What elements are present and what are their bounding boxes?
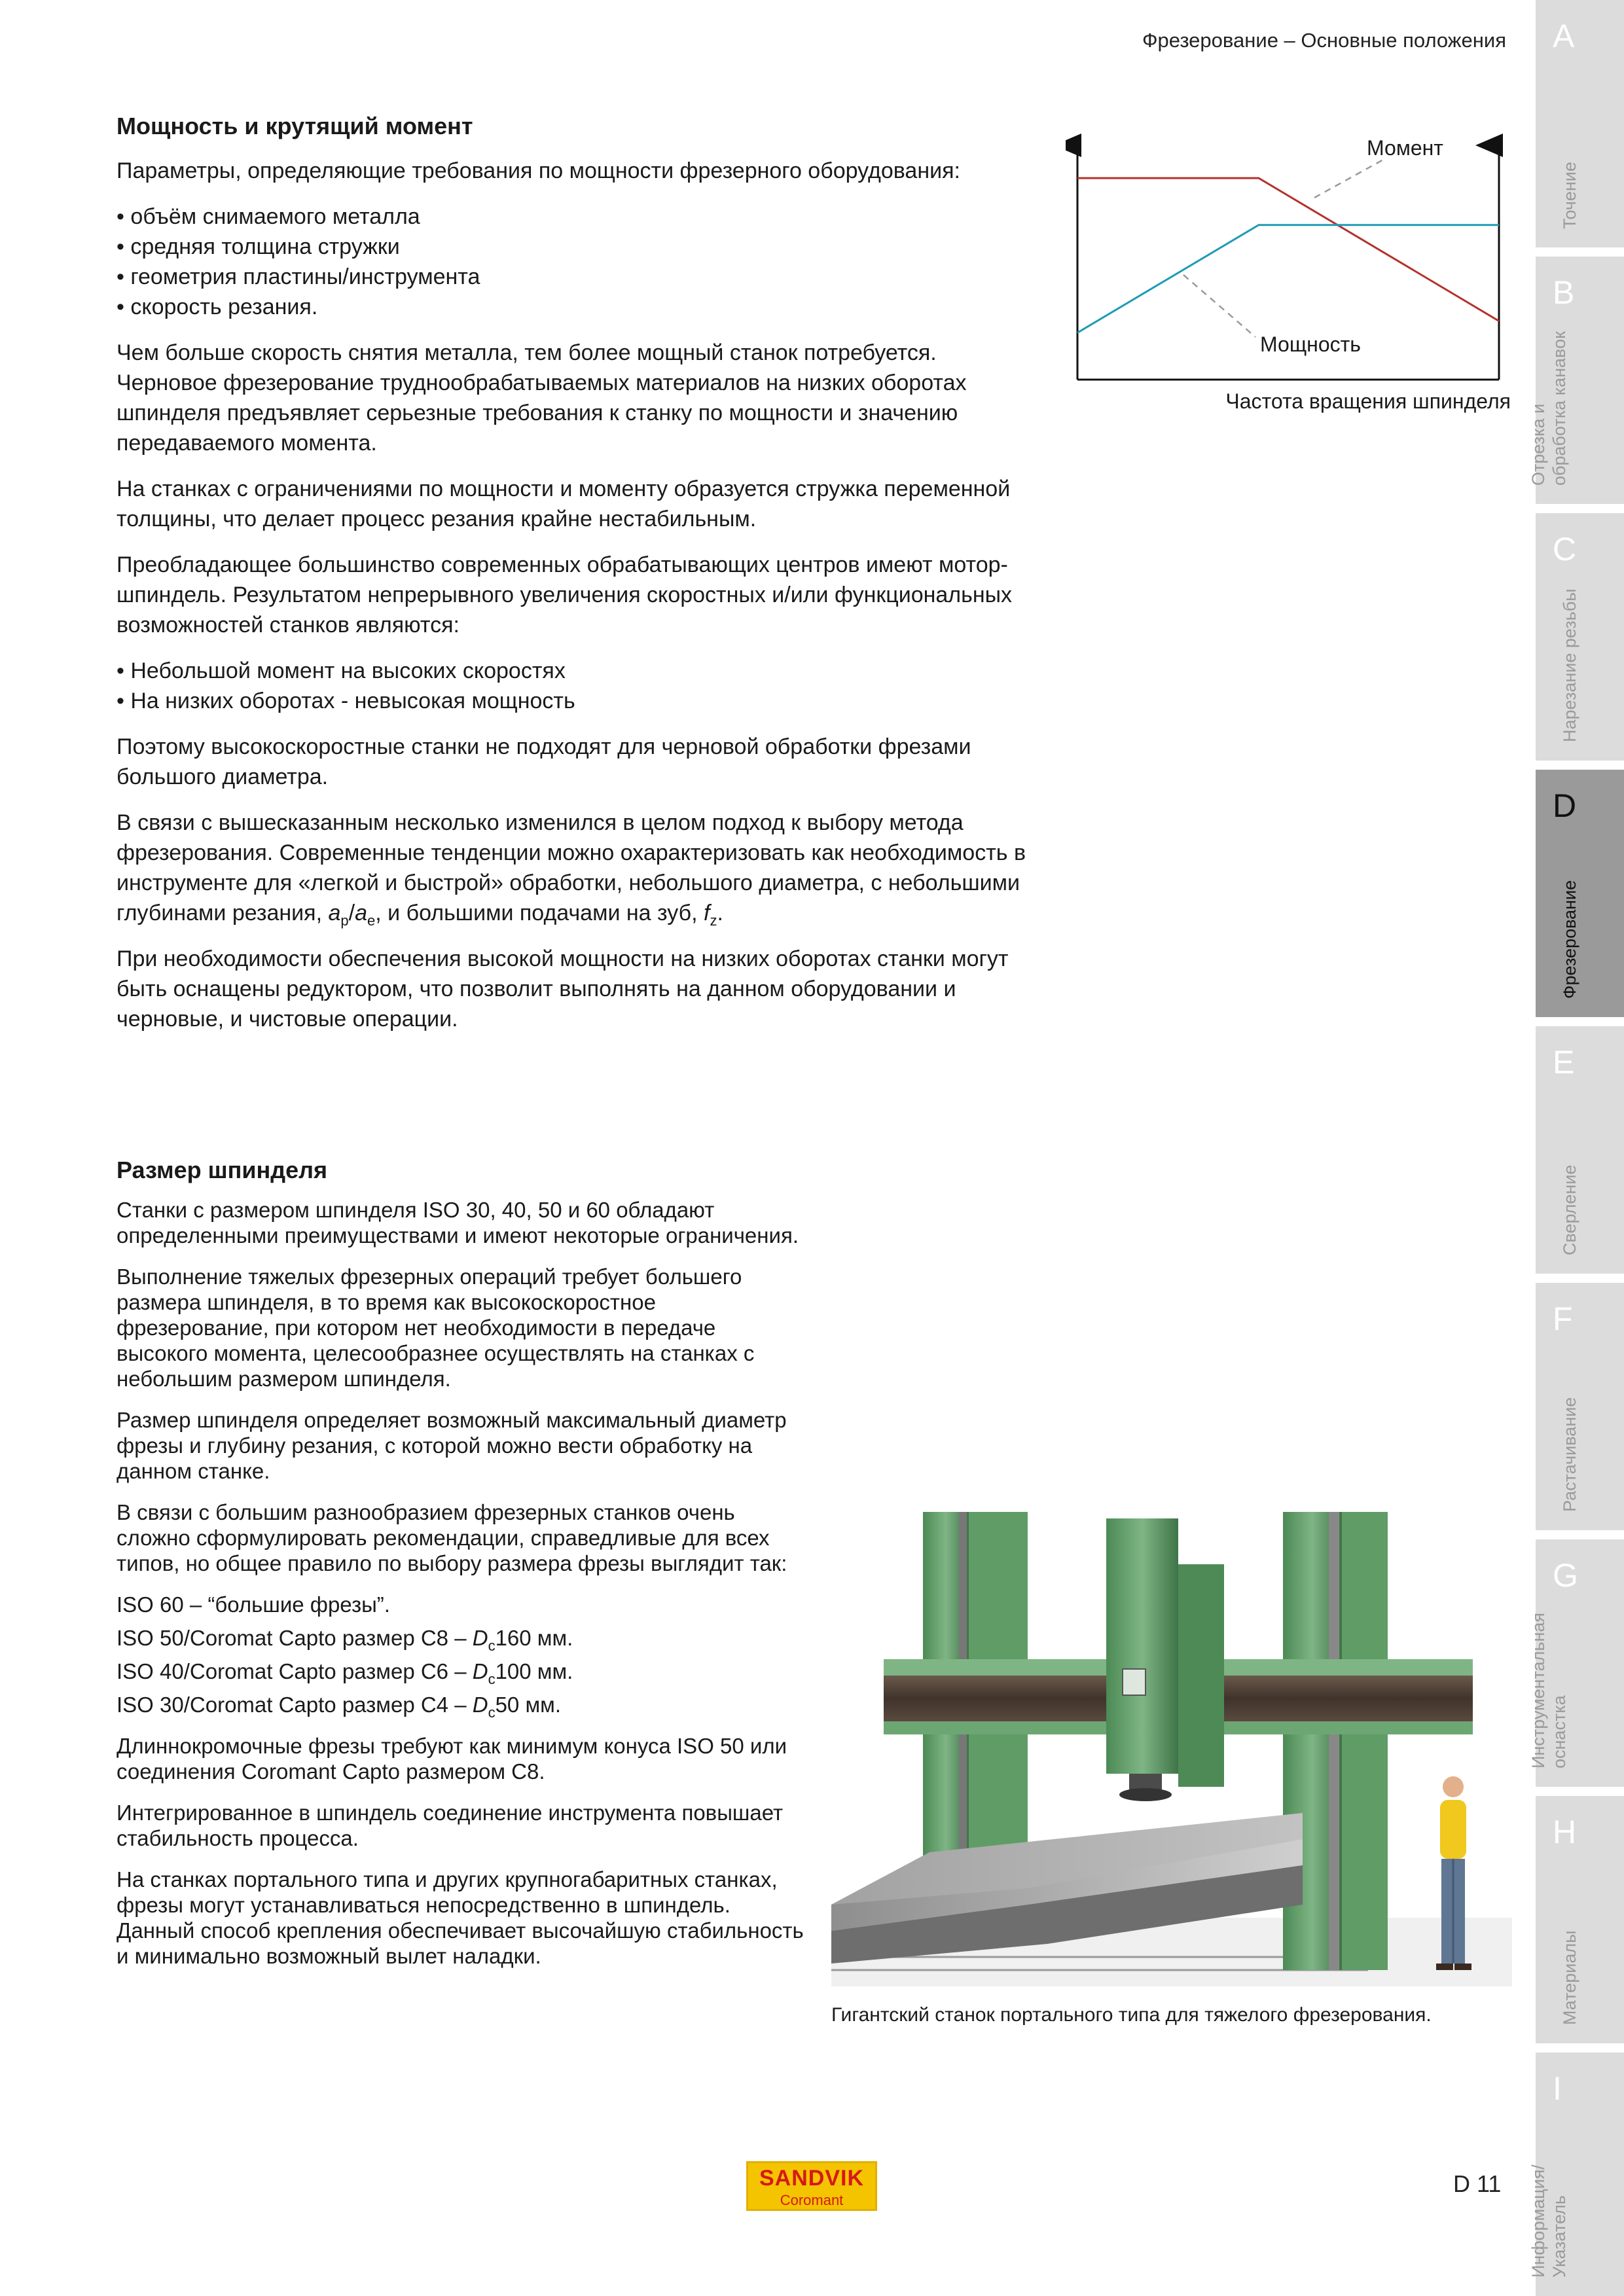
paragraph: Размер шпинделя определяет возможный максимальный диаметр фрезы и глубину резания, с которой можно вести обработку на данном станке. bbox=[117, 1408, 787, 1483]
tab-letter: A bbox=[1553, 18, 1575, 54]
list-item: • скорость резания. bbox=[117, 292, 1033, 322]
sandvik-coromant-logo bbox=[746, 2161, 877, 2211]
page-header-title: Фрезерование – Основные положения bbox=[1142, 29, 1506, 52]
section-power-torque bbox=[117, 111, 1033, 1050]
tab-h-materials[interactable] bbox=[1536, 1796, 1624, 2043]
paragraph: Поэтому высокоскоростные станки не подходят для черновой обработки фрезами большого диаметра. bbox=[117, 734, 971, 789]
series-label-power: Мощность bbox=[1260, 332, 1361, 356]
text-run: ISO 40/Coromat Capto размер C6 – bbox=[117, 1659, 473, 1683]
gantry-machine-image bbox=[831, 1512, 1512, 1986]
iso-line bbox=[117, 1692, 810, 1721]
tab-letter: I bbox=[1553, 2070, 1562, 2107]
tab-c-threading[interactable] bbox=[1536, 513, 1624, 761]
tab-label: Отрезка и обработка канавок bbox=[1528, 331, 1569, 486]
iso-line bbox=[117, 1592, 810, 1617]
tab-label: Инструментальная оснастка bbox=[1528, 1612, 1569, 1768]
subscript: e bbox=[367, 912, 376, 929]
section-spindle-size bbox=[117, 1157, 810, 1984]
tab-letter: E bbox=[1553, 1044, 1575, 1081]
section-heading: Мощность и крутящий момент bbox=[117, 113, 473, 139]
tab-b-parting[interactable] bbox=[1528, 257, 1624, 504]
gantry-machine-illustration bbox=[831, 1512, 1512, 1986]
symbol-d: D bbox=[472, 1659, 488, 1683]
list-item: • На низких оборотах - невысокая мощность bbox=[117, 686, 1033, 716]
tab-a-turning[interactable] bbox=[1536, 0, 1624, 247]
symbol-f: f bbox=[703, 901, 710, 925]
paragraph: Параметры, определяющие требования по мощности фрезерного оборудования: bbox=[117, 158, 960, 183]
paragraph: На станках портального типа и других крупногабаритных станках, фрезы могут устанавливаться непосредственно в шпиндель. Данный способ крепления обеспечивает высочайшую стабильность и минимально возможный вылет наладки. bbox=[117, 1867, 804, 1968]
tab-letter: C bbox=[1553, 531, 1577, 567]
list-item: • объём снимаемого металла bbox=[117, 202, 1033, 232]
series-line-power bbox=[1077, 225, 1499, 333]
tab-d-milling[interactable] bbox=[1536, 770, 1624, 1017]
x-axis-label: Частота вращения шпинделя bbox=[1225, 389, 1511, 413]
tab-label: Нарезание резьбы bbox=[1560, 588, 1579, 742]
tab-label: Материалы bbox=[1560, 1930, 1579, 2025]
subscript: c bbox=[488, 1638, 496, 1654]
tab-letter: F bbox=[1553, 1300, 1573, 1337]
tab-i-index[interactable] bbox=[1528, 2053, 1624, 2296]
subscript: c bbox=[488, 1704, 496, 1721]
tab-letter: G bbox=[1553, 1557, 1578, 1594]
paragraph: Станки с размером шпинделя ISO 30, 40, 50 и 60 обладают определенными преимуществами и имеют некоторые ограничения. bbox=[117, 1198, 799, 1247]
paragraph: В связи с большим разнообразием фрезерных станков очень сложно сформулировать рекомендации, справедливые для всех типов, но общее правило по выбору размера фрезы выглядит так: bbox=[117, 1500, 787, 1575]
bullet-list bbox=[117, 202, 1033, 322]
tab-letter: H bbox=[1553, 1814, 1577, 1850]
section-heading: Размер шпинделя bbox=[117, 1157, 328, 1183]
text-run: ISO 60 – “большие фрезы”. bbox=[117, 1592, 390, 1617]
tab-e-drilling[interactable] bbox=[1536, 1026, 1624, 1274]
tab-label: Фрезерование bbox=[1560, 880, 1579, 999]
paragraph: При необходимости обеспечения высокой мощности на низких оборотах станки могут быть оснащены редуктором, что позволит выполнять на данном оборудовании и черновые, и чистовые операции. bbox=[117, 946, 1009, 1031]
page-number: D 11 bbox=[1453, 2170, 1502, 2197]
paragraph: Длиннокромочные фрезы требуют как минимум конуса ISO 50 или соединения Coromant Capto размером C8. bbox=[117, 1734, 787, 1784]
tab-g-tooling[interactable] bbox=[1528, 1539, 1624, 1787]
tab-label: Растачивание bbox=[1560, 1397, 1579, 1512]
subscript: z bbox=[710, 912, 717, 929]
tab-f-boring[interactable] bbox=[1536, 1283, 1624, 1530]
series-line-torque bbox=[1077, 178, 1499, 321]
paragraph: Выполнение тяжелых фрезерных операций требует большего размера шпинделя, в то время как высокоскоростное фрезерование, при котором нет необходимости в передаче высокого момента, целесообразнее осуществлять на станках с небольшим размером шпинделя. bbox=[117, 1265, 755, 1391]
symbol-d: D bbox=[472, 1693, 488, 1717]
text-run: . bbox=[717, 901, 723, 925]
paragraph: Преобладающее большинство современных обрабатывающих центров имеют мотор-шпиндель. Результатом непрерывного увеличения скоростных и/или функциональных возможностей станков являются: bbox=[117, 552, 1013, 637]
text-run: , и большими подачами на зуб, bbox=[375, 901, 704, 925]
symbol-a: a bbox=[355, 901, 368, 925]
series-label-torque: Момент bbox=[1367, 136, 1443, 160]
torque-power-chart bbox=[1066, 131, 1511, 432]
tab-letter: D bbox=[1553, 787, 1577, 824]
tab-letter: B bbox=[1553, 274, 1575, 311]
iso-line bbox=[117, 1625, 810, 1654]
paragraph: Интегрированное в шпиндель соединение инструмента повышает стабильность процесса. bbox=[117, 1801, 784, 1850]
subscript: c bbox=[488, 1671, 496, 1687]
bullet-list bbox=[117, 656, 1033, 716]
text-run: В связи с вышесказанным несколько изменился в целом подход к выбору метода фрезерования. Современные тенденции можно охарактеризовать как необходимость в инструменте для «легкой и быстрой» обработки, небольшого диаметра, с небольшими глубинами резания, bbox=[117, 810, 1026, 925]
leader-line-power bbox=[1183, 275, 1255, 337]
symbol-a: a bbox=[328, 901, 341, 925]
text-run: ISO 50/Coromat Capto размер C8 – bbox=[117, 1626, 473, 1650]
logo-text: SANDVIK bbox=[759, 2166, 865, 2191]
chapter-sidebar bbox=[1528, 0, 1624, 2296]
paragraph bbox=[117, 808, 1033, 928]
logo-subtext: Coromant bbox=[780, 2192, 844, 2208]
iso-line bbox=[117, 1659, 810, 1687]
iso-recommendations bbox=[117, 1592, 810, 1721]
tab-label: Сверление bbox=[1560, 1164, 1579, 1255]
text-run: ISO 30/Coromat Capto размер C4 – bbox=[117, 1693, 473, 1717]
list-item: • средняя толщина стружки bbox=[117, 232, 1033, 262]
tab-label: Точение bbox=[1560, 162, 1579, 229]
text-run: / bbox=[348, 901, 355, 925]
paragraph: На станках с ограничениями по мощности и моменту образуется стружка переменной толщины, что делает процесс резания крайне нестабильным. bbox=[117, 476, 1011, 531]
list-item: • Небольшой момент на высоких скоростях bbox=[117, 656, 1033, 686]
figure-caption: Гигантский станок портального типа для тяжелого фрезерования. bbox=[831, 2004, 1432, 2026]
chart-canvas bbox=[1066, 131, 1511, 432]
symbol-d: D bbox=[472, 1626, 488, 1650]
text-run: 100 мм. bbox=[495, 1659, 573, 1683]
list-item: • геометрия пластины/инструмента bbox=[117, 262, 1033, 292]
text-run: 50 мм. bbox=[495, 1693, 561, 1717]
tab-label: Информация/ Указатель bbox=[1528, 2164, 1569, 2278]
subscript: p bbox=[340, 912, 349, 929]
text-run: 160 мм. bbox=[495, 1626, 573, 1650]
paragraph: Чем больше скорость снятия металла, тем более мощный станок потребуется. Черновое фрезерование труднообрабатываемых материалов на низких оборотах шпинделя предъявляет серьезные требования к станку по мощности и значению передаваемого момента. bbox=[117, 340, 967, 456]
leader-line-torque bbox=[1314, 159, 1384, 198]
